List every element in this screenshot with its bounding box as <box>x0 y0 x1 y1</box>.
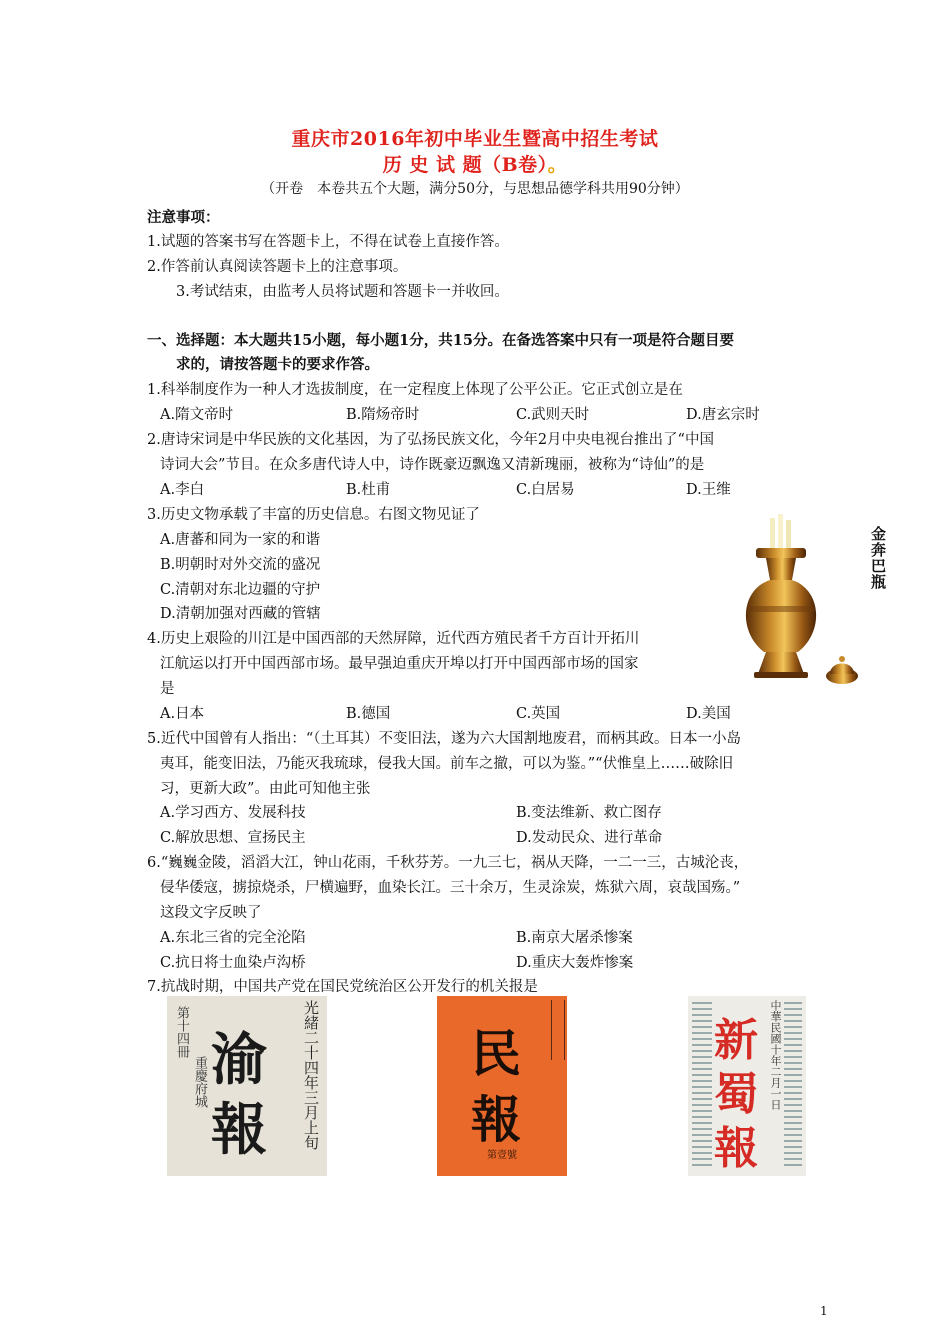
q5-option-b: B.变法维新、救亡图存 <box>516 805 662 821</box>
q1-option-b: B.隋炀帝时 <box>346 407 420 423</box>
question-6-stem-cont: 这段文字反映了 <box>160 905 262 921</box>
question-2-stem: 2.唐诗宋词是中华民族的文化基因，为了弘扬民族文化，今年2月中央电视台推出了“中国 <box>147 432 714 448</box>
q2-option-a: A.李白 <box>160 482 205 498</box>
section-heading-cont: 求的，请按答题卡的要求作答。 <box>176 356 379 373</box>
q2-option-b: B.杜甫 <box>346 482 391 498</box>
q1-option-d: D.唐玄宗时 <box>686 407 760 423</box>
q5-option-a: A.学习西方、发展科技 <box>160 805 306 821</box>
q6-option-b: B.南京大屠杀惨案 <box>516 930 633 946</box>
question-4-stem-cont: 是 <box>160 681 175 697</box>
q6-option-d: D.重庆大轰炸惨案 <box>516 955 634 971</box>
page-number: 1 <box>820 1304 828 1318</box>
notice-item: 3.考试结束，由监考人员将试题和答题卡一并收回。 <box>176 284 509 300</box>
question-3-stem: 3.历史文物承载了丰富的历史信息。右图文物见证了 <box>147 507 480 523</box>
q6-option-c: C.抗日将士血染卢沟桥 <box>160 955 306 971</box>
question-5-stem-cont: 夷耳，能变旧法，乃能灭我琉球，侵我大国。前车之撤，可以为鉴。”“伏惟皇上……破除旧 <box>160 756 734 772</box>
q6-option-a: A.东北三省的完全沦陷 <box>160 930 306 946</box>
question-2-stem-cont: 诗词大会”节目。在众多唐代诗人中，诗作既豪迈飘逸又清新瑰丽，被称为“诗仙”的是 <box>160 457 705 473</box>
xinshubao-glyph: 報 <box>714 1123 758 1174</box>
yubao-city-text: 重慶府城 <box>192 1056 207 1108</box>
xinshubao-glyph: 新 <box>714 1015 758 1066</box>
minbao-glyph: 民 <box>471 1024 521 1083</box>
question-6-stem: 6.“巍巍金陵，滔滔大江，钟山花雨，千秋芬芳。一九三七，祸从天降，一二一三，古城沦丧， <box>147 855 749 871</box>
q3-option-a: A.唐蕃和同为一家的和谐 <box>160 532 321 548</box>
question-7-stem: 7.抗战时期，中国共产党在国民党统治区公开发行的机关报是 <box>147 979 538 995</box>
yubao-glyph: 渝 <box>211 1027 267 1093</box>
minbao-glyph: 報 <box>471 1090 521 1149</box>
figure-caption: 金奔巴瓶 <box>869 526 887 590</box>
q3-option-b: B.明朝时对外交流的盛况 <box>160 557 321 573</box>
minbao-issue-text: 第壹號 <box>487 1150 517 1161</box>
q5-option-c: C.解放思想、宣扬民主 <box>160 830 306 846</box>
title-dot: 。 <box>547 154 568 176</box>
q4-option-b: B.德国 <box>346 706 391 722</box>
q1-option-a: A.隋文帝时 <box>160 407 234 423</box>
notice-item: 1.试题的答案书写在答题卡上，不得在试卷上直接作答。 <box>147 234 509 250</box>
q5-option-d: D.发动民众、进行革命 <box>516 830 663 846</box>
question-5-stem: 5.近代中国曾有人指出：“（土耳其）不变旧法，遂为六大国割地废君，而柄其政。日本一小岛 <box>147 731 741 747</box>
yubao-volume-text: 第十四冊 <box>174 1006 189 1058</box>
q4-option-d: D.美国 <box>686 706 731 722</box>
q1-option-c: C.武则天时 <box>516 407 590 423</box>
minbao-border-decoration <box>551 1000 565 1060</box>
xinshubao-date-text: 中華民國十年二月一日 <box>769 1000 782 1110</box>
q4-option-a: A.日本 <box>160 706 205 722</box>
xinshubao-column-right <box>784 1002 802 1170</box>
q2-option-d: D.王维 <box>686 482 731 498</box>
q4-option-c: C.英国 <box>516 706 561 722</box>
q3-option-d: D.清朝加强对西藏的管辖 <box>160 606 321 622</box>
yubao-date-text: 光緒二十四年三月上旬 <box>302 1000 320 1150</box>
notice-heading: 注意事项： <box>147 209 220 226</box>
yubao-newspaper-image <box>167 996 327 1176</box>
xinshubao-glyph: 蜀 <box>714 1069 758 1120</box>
question-6-stem-cont: 侵华倭寇，掳掠烧杀，尸横遍野，血染长江。三十余万，生灵涂炭，炼狱六周，哀哉国殇。” <box>160 880 741 896</box>
xinshubao-newspaper-image <box>688 996 806 1176</box>
yubao-glyph: 報 <box>211 1097 267 1163</box>
notice-item: 2.作答前认真阅读答题卡上的注意事项。 <box>147 259 408 275</box>
exam-instructions-subtitle: （开卷 本卷共五个大题，满分50分，与思想品德学科共用90分钟） <box>261 181 689 197</box>
minbao-newspaper-image <box>437 996 567 1176</box>
section-heading: 一、选择题：本大题共15小题，每小题1分，共15分。在备选答案中只有一项是符合题目要 <box>147 332 734 349</box>
golden-urn-image <box>734 514 864 690</box>
xinshubao-column-left <box>692 1002 712 1170</box>
question-5-stem-cont: 习，更新大政”。由此可知他主张 <box>160 781 371 797</box>
exam-subject-text: 历 史 试 题（B卷） <box>382 154 548 176</box>
question-4-stem-cont: 江航运以打开中国西部市场。最早强迫重庆开埠以打开中国西部市场的国家 <box>160 656 639 672</box>
q3-option-c: C.清朝对东北边疆的守护 <box>160 582 321 598</box>
exam-subject-title <box>0 150 950 177</box>
q2-option-c: C.白居易 <box>516 482 575 498</box>
question-1-stem: 1.科举制度作为一种人才选拔制度，在一定程度上体现了公平公正。它正式创立是在 <box>147 382 683 398</box>
question-4-stem: 4.历史上艰险的川江是中国西部的天然屏障，近代西方殖民者千方百计开拓川 <box>147 631 640 647</box>
exam-title: 重庆市2016年初中毕业生暨高中招生考试 <box>291 128 659 150</box>
